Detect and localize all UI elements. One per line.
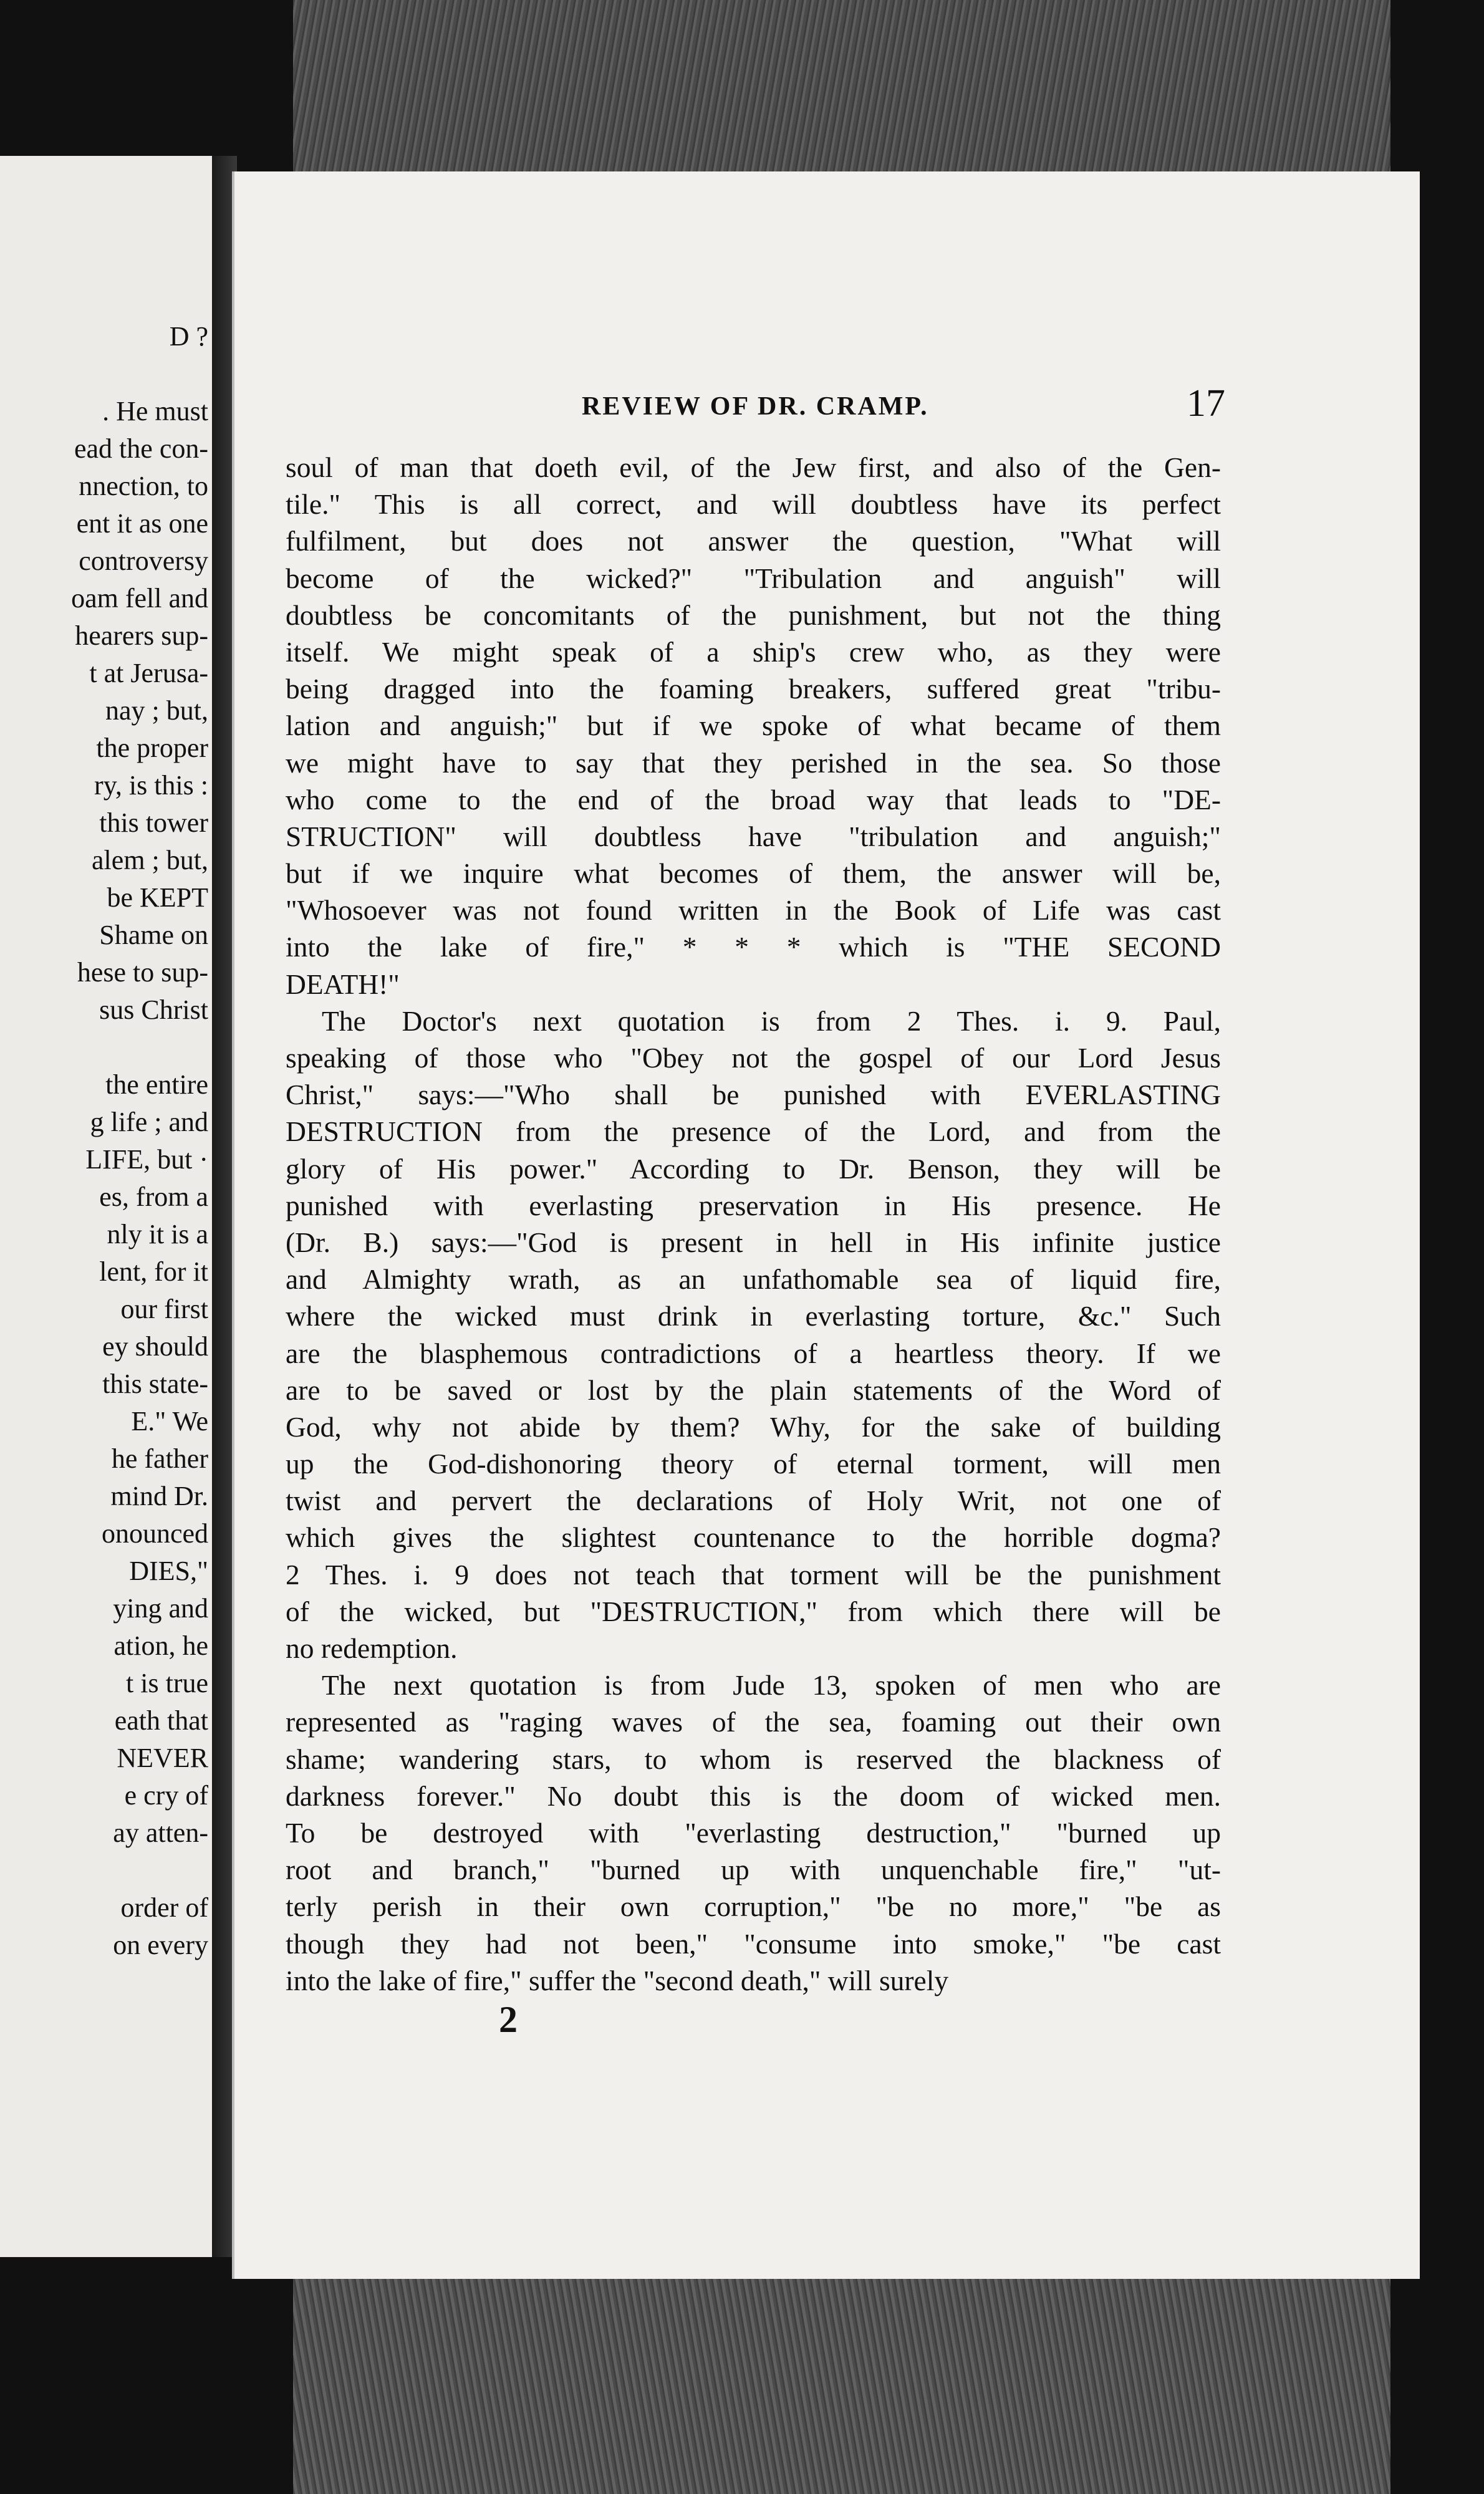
left-page-line: nay ; but,: [105, 695, 208, 726]
page-body-text: [286, 449, 1221, 1999]
text-line: represented as "raging waves of the sea, foaming out their own: [286, 1706, 1221, 1738]
text-line: (Dr. B.) says:—"God is present in hell in His infinite justice: [286, 1226, 1221, 1258]
left-page-line: oam fell and: [71, 583, 208, 614]
running-title: REVIEW OF DR. CRAMP.: [582, 392, 929, 421]
text-line: are the blasphemous contradictions of a heartless theory. If we: [286, 1337, 1221, 1369]
text-line: STRUCTION" will doubtless have "tribulation and anguish;": [286, 820, 1221, 852]
text-line: root and branch," "burned up with unquenchable fire," "ut-: [286, 1854, 1221, 1886]
left-page-line: hese to sup-: [77, 957, 208, 988]
text-line: shame; wandering stars, to whom is reserved the blackness of: [286, 1743, 1221, 1775]
text-line: and Almighty wrath, as an unfathomable sea of liquid fire,: [286, 1263, 1221, 1296]
signature-mark: 2: [499, 1999, 518, 2040]
left-page-line: ent it as one: [76, 508, 208, 539]
text-line: The next quotation is from Jude 13, spoken of men who are: [322, 1669, 1221, 1702]
text-line: darkness forever." No doubt this is the doom of wicked men.: [286, 1779, 1221, 1812]
text-line: punished with everlasting preservation in His presence. He: [286, 1189, 1221, 1221]
left-page-line: LIFE, but ·: [85, 1144, 208, 1175]
left-page-line: Shame on: [99, 920, 208, 950]
left-page-line: g life ; and: [90, 1107, 208, 1137]
text-line: soul of man that doeth evil, of the Jew first, and also of the Gen-: [286, 451, 1221, 483]
left-page-line: be KEPT: [107, 882, 208, 913]
text-line: but if we inquire what becomes of them, the answer will be,: [286, 857, 1221, 890]
text-line: who come to the end of the broad way that leads to "DE-: [286, 783, 1221, 816]
left-page-line: alem ; but,: [92, 845, 208, 875]
left-page-line: D ?: [169, 321, 208, 352]
text-line: tile." This is all correct, and will doubtless have its perfect: [286, 488, 1221, 521]
left-page-line: nly it is a: [107, 1219, 208, 1249]
left-page-line: lent, for it: [99, 1256, 208, 1287]
text-line: up the God-dishonoring theory of eternal torment, will men: [286, 1448, 1221, 1480]
text-line: no redemption.: [286, 1632, 458, 1664]
left-page-line: ying and: [113, 1593, 208, 1624]
left-page-line: our first: [120, 1294, 208, 1324]
left-page-line: this tower: [99, 807, 208, 838]
left-page-line: t is true: [126, 1668, 208, 1698]
running-header: [348, 380, 1225, 436]
left-page-line: order of: [120, 1892, 208, 1923]
left-page-line: ey should: [102, 1331, 208, 1362]
text-line: itself. We might speak of a ship's crew who, as they were: [286, 635, 1221, 668]
left-page-line: ead the con-: [74, 433, 208, 464]
text-line: speaking of those who "Obey not the gospel of our Lord Jesus: [286, 1042, 1221, 1074]
left-page-line: the proper: [96, 733, 208, 763]
left-page-line: this state-: [102, 1369, 208, 1399]
left-page-line: eath that: [114, 1705, 208, 1736]
text-line: Christ," says:—"Who shall be punished with EVERLASTING: [286, 1079, 1221, 1111]
left-page-line: hearers sup-: [75, 620, 208, 651]
left-page-line: e cry of: [124, 1780, 208, 1811]
text-line: doubtless be concomitants of the punishment, but not the thing: [286, 599, 1221, 631]
text-line: lation and anguish;" but if we spoke of what became of them: [286, 710, 1221, 742]
left-page-line: onounced: [101, 1518, 208, 1549]
text-line: To be destroyed with "everlasting destruction," "burned up: [286, 1816, 1221, 1849]
left-page-line: . He must: [102, 396, 208, 426]
text-line: glory of His power." According to Dr. Benson, they will be: [286, 1152, 1221, 1185]
text-line: are to be saved or lost by the plain statements of the Word of: [286, 1374, 1221, 1406]
text-line: terly perish in their own corruption," "be no more," "be as: [286, 1890, 1221, 1923]
left-page-line: ay atten-: [113, 1818, 208, 1848]
left-page-line: E." We: [131, 1406, 208, 1437]
text-line: "Whosoever was not found written in the Book of Life was cast: [286, 894, 1221, 927]
left-page-line: ry, is this :: [94, 770, 208, 801]
text-line: fulfilment, but does not answer the question, "What will: [286, 525, 1221, 557]
left-page-line: nnection, to: [79, 471, 208, 501]
text-line: DEATH!": [286, 968, 400, 1000]
text-line: we might have to say that they perished in the sea. So those: [286, 746, 1221, 779]
text-line: into the lake of fire," suffer the "second death," will surely: [286, 1964, 949, 1996]
text-line: God, why not abide by them? Why, for the sake of building: [286, 1410, 1221, 1443]
left-page-line: ation, he: [113, 1630, 208, 1661]
left-page-line: sus Christ: [99, 994, 208, 1025]
text-line: where the wicked must drink in everlasting torture, &c." Such: [286, 1300, 1221, 1332]
left-page-line: es, from a: [99, 1182, 208, 1212]
text-line: which gives the slightest countenance to the horrible dogma?: [286, 1521, 1221, 1554]
text-line: twist and pervert the declarations of Holy Writ, not one of: [286, 1485, 1221, 1517]
left-page-line: he father: [111, 1443, 208, 1474]
text-line: of the wicked, but "DESTRUCTION," from which there will be: [286, 1595, 1221, 1627]
left-page-line: mind Dr.: [110, 1481, 208, 1511]
left-page-line: DIES,": [129, 1556, 208, 1586]
left-page-line: on every: [113, 1930, 208, 1960]
left-page-line: t at Jerusa-: [89, 658, 208, 688]
scan-top-band: [293, 0, 1390, 175]
text-line: 2 Thes. i. 9 does not teach that torment will be the punishment: [286, 1558, 1221, 1591]
text-line: into the lake of fire," * * * which is "THE SECOND: [286, 931, 1221, 963]
text-line: The Doctor's next quotation is from 2 Thes. i. 9. Paul,: [322, 1004, 1221, 1037]
left-page-line: NEVER: [117, 1743, 208, 1773]
text-line: being dragged into the foaming breakers, suffered great "tribu-: [286, 673, 1221, 705]
left-page-fragment: [0, 156, 214, 2257]
left-page-line: the entire: [105, 1069, 208, 1100]
text-line: though they had not been," "consume into smoke," "be cast: [286, 1927, 1221, 1960]
text-line: become of the wicked?" "Tribulation and anguish" will: [286, 562, 1221, 594]
text-line: DESTRUCTION from the presence of the Lord, and from the: [286, 1115, 1221, 1148]
scan-bottom-band: [293, 2270, 1390, 2494]
left-page-line: controversy: [79, 546, 208, 576]
page-number: 17: [1187, 382, 1225, 425]
